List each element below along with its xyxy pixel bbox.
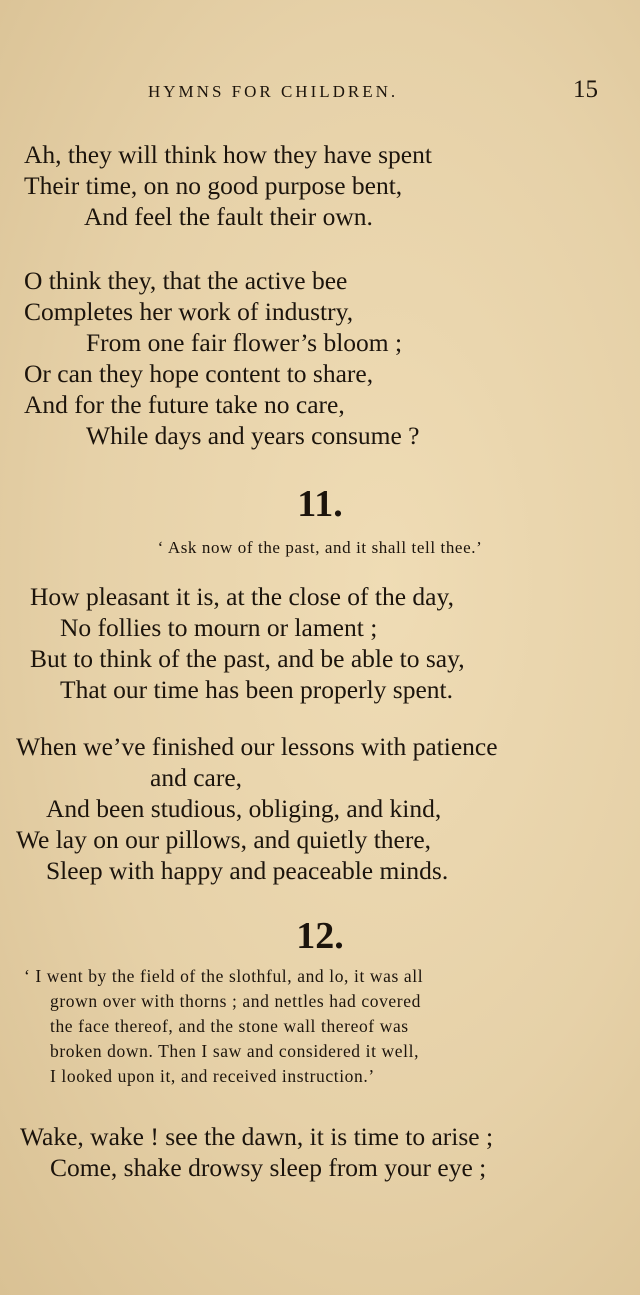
verse-line: Completes her work of industry, — [24, 297, 354, 326]
verse-line: We lay on our pillows, and quietly there, — [16, 825, 432, 854]
verse-line: and care, — [150, 763, 243, 792]
verse-line: And been studious, obliging, and kind, — [46, 794, 442, 823]
verse-line: O think they, that the active bee — [24, 266, 348, 295]
verse-line: But to think of the past, and be able to say, — [30, 644, 465, 673]
verse-line: No follies to mourn or lament ; — [60, 613, 378, 642]
verse-line: When we’ve finished our lessons with patience — [16, 732, 498, 761]
hymn-number: 11. — [297, 483, 343, 525]
verse-line: Their time, on no good purpose bent, — [24, 171, 403, 200]
verse-line: How pleasant it is, at the close of the day, — [30, 582, 454, 611]
running-head: HYMNS FOR CHILDREN. — [148, 82, 399, 101]
verse-line: While days and years consume ? — [86, 421, 420, 450]
verse-line: That our time has been properly spent. — [60, 675, 454, 704]
hymn-number: 12. — [296, 915, 344, 957]
hymn-epigraph: ‘ Ask now of the past, and it shall tell thee.’ — [157, 538, 483, 557]
verse-line: Come, shake drowsy sleep from your eye ; — [50, 1153, 487, 1182]
verse-line: Wake, wake ! see the dawn, it is time to arise ; — [20, 1122, 494, 1151]
hymn-epigraph-line: ‘ I went by the field of the slothful, and lo, it was all — [24, 966, 424, 986]
verse-line: Or can they hope content to share, — [24, 359, 374, 388]
hymn-epigraph-line: I looked upon it, and received instruction.’ — [50, 1066, 375, 1086]
hymn-epigraph-line: broken down. Then I saw and considered it well, — [50, 1041, 420, 1061]
verse-line: And for the future take no care, — [24, 390, 345, 419]
verse-line: And feel the fault their own. — [84, 202, 373, 231]
page-header — [0, 76, 640, 108]
hymn-epigraph-line: grown over with thorns ; and nettles had covered — [50, 991, 421, 1011]
verse-line: From one fair flower’s bloom ; — [86, 328, 403, 357]
hymn-epigraph-line: the face thereof, and the stone wall thereof was — [50, 1016, 409, 1036]
page-number: 15 — [573, 76, 598, 103]
verse-line: Sleep with happy and peaceable minds. — [46, 856, 449, 885]
verse-line: Ah, they will think how they have spent — [24, 140, 432, 169]
